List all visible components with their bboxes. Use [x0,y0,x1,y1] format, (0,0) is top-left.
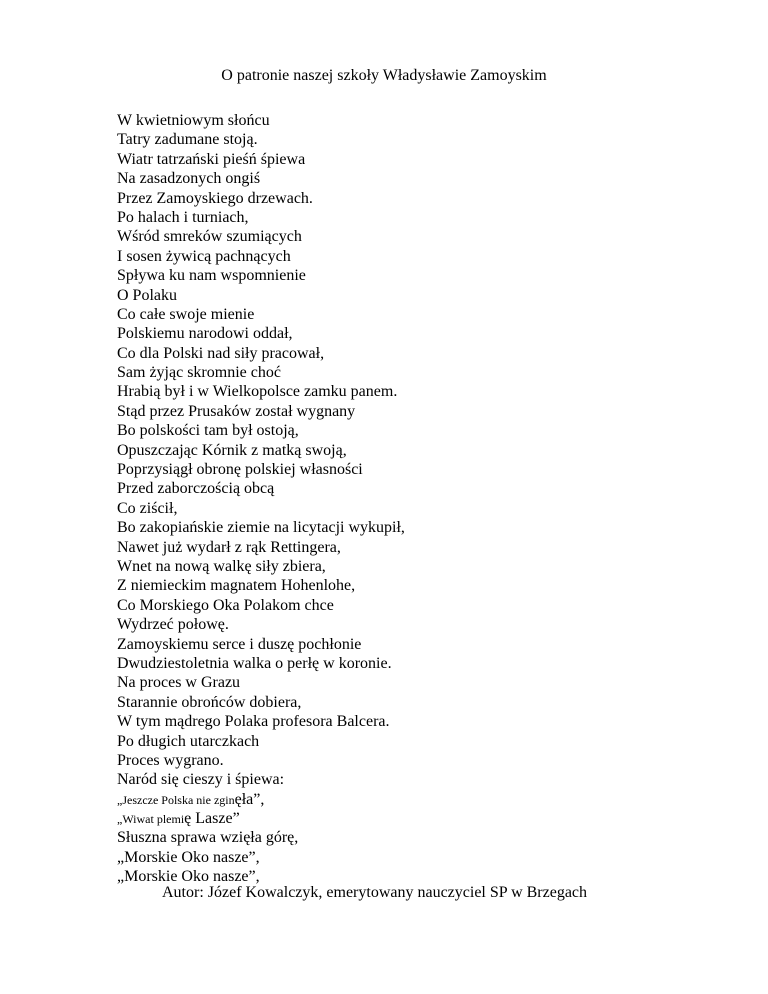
poem-line: Tatry zadumane stoją. [117,131,258,149]
poem-line: Przed zaborczością obcą [117,480,275,498]
poem-line: Po halach i turniach, [117,208,249,226]
poem-line: Po długich utarczkach [117,732,260,750]
poem-line: Wydrzeć połowę. [117,616,229,634]
poem-line: O Polaku [117,286,177,304]
poem-line: Przez Zamoyskiego drzewach. [117,189,313,207]
poem-line-part: ęła”, [234,790,265,808]
poem-line: Spływa ku nam wspomnienie [117,267,306,285]
poem-line-part: „Wiwat plemi [117,812,185,827]
poem-line: W tym mądrego Polaka profesora Balcera. [117,713,390,731]
document-title: O patronie naszej szkoły Władysławie Zamoyskim [221,67,547,84]
poem-line: „Morskie Oko nasze”, [117,848,260,866]
poem-line: Bo zakopiańskie ziemie na licytacji wykupił, [117,519,405,537]
poem-line: Zamoyskiemu serce i duszę pochłonie [117,635,362,653]
poem-line: Wiatr tatrzański pieśń śpiewa [117,150,306,168]
author-credit: Autor: Józef Kowalczyk, emerytowany nauczyciel SP w Brzegach [162,884,588,901]
poem-line: Wśród smreków szumiących [117,228,302,246]
poem-line: Słuszna sprawa wzięła górę, [117,829,299,847]
poem-line: Wnet na nową walkę siły zbiera, [117,557,326,575]
poem-line: „Morskie Oko nasze”, [117,868,260,886]
poem [117,111,717,887]
poem-line: Nawet już wydarł z rąk Rettingera, [117,538,341,556]
poem-line: Bo polskości tam był ostoją, [117,422,299,440]
poem-line: Stąd przez Prusaków został wygnany [117,402,356,420]
poem-line: W kwietniowym słońcu [117,112,270,129]
poem-line-part: „Jeszcze Polska nie zgin [117,792,235,807]
poem-line: Hrabią był i w Wielkopolsce zamku panem. [117,383,398,401]
poem-line: Opuszczając Kórnik z matką swoją, [117,441,347,459]
poem-line: Co dla Polski nad siły pracował, [117,344,325,362]
poem-line-song-quote [117,790,717,809]
poem-line: Co Morskiego Oka Polakom chce [117,596,334,614]
poem-line: Na zasadzonych ongiś [117,170,261,188]
poem-line-song-quote [117,809,717,828]
poem-line-part: ę Lasze” [184,810,240,828]
poem-line: Proces wygrano. [117,751,224,769]
poem-line: Poprzysiągł obronę polskiej własności [117,461,363,479]
poem-line: Dwudziestoletnia walka o perłę w koronie. [117,654,392,672]
poem-line: Naród się cieszy i śpiewa: [117,771,285,789]
poem-line: Starannie obrońców dobiera, [117,693,302,711]
poem-line: Co ziścił, [117,499,178,517]
poem-line: Co całe swoje mienie [117,305,255,323]
poem-line: I sosen żywicą pachnących [117,247,291,265]
poem-line: Sam żyjąc skromnie choć [117,364,281,382]
poem-line: Z niemieckim magnatem Hohenlohe, [117,577,356,595]
poem-line: Na proces w Grazu [117,674,241,692]
poem-line: Polskiemu narodowi oddał, [117,325,293,343]
